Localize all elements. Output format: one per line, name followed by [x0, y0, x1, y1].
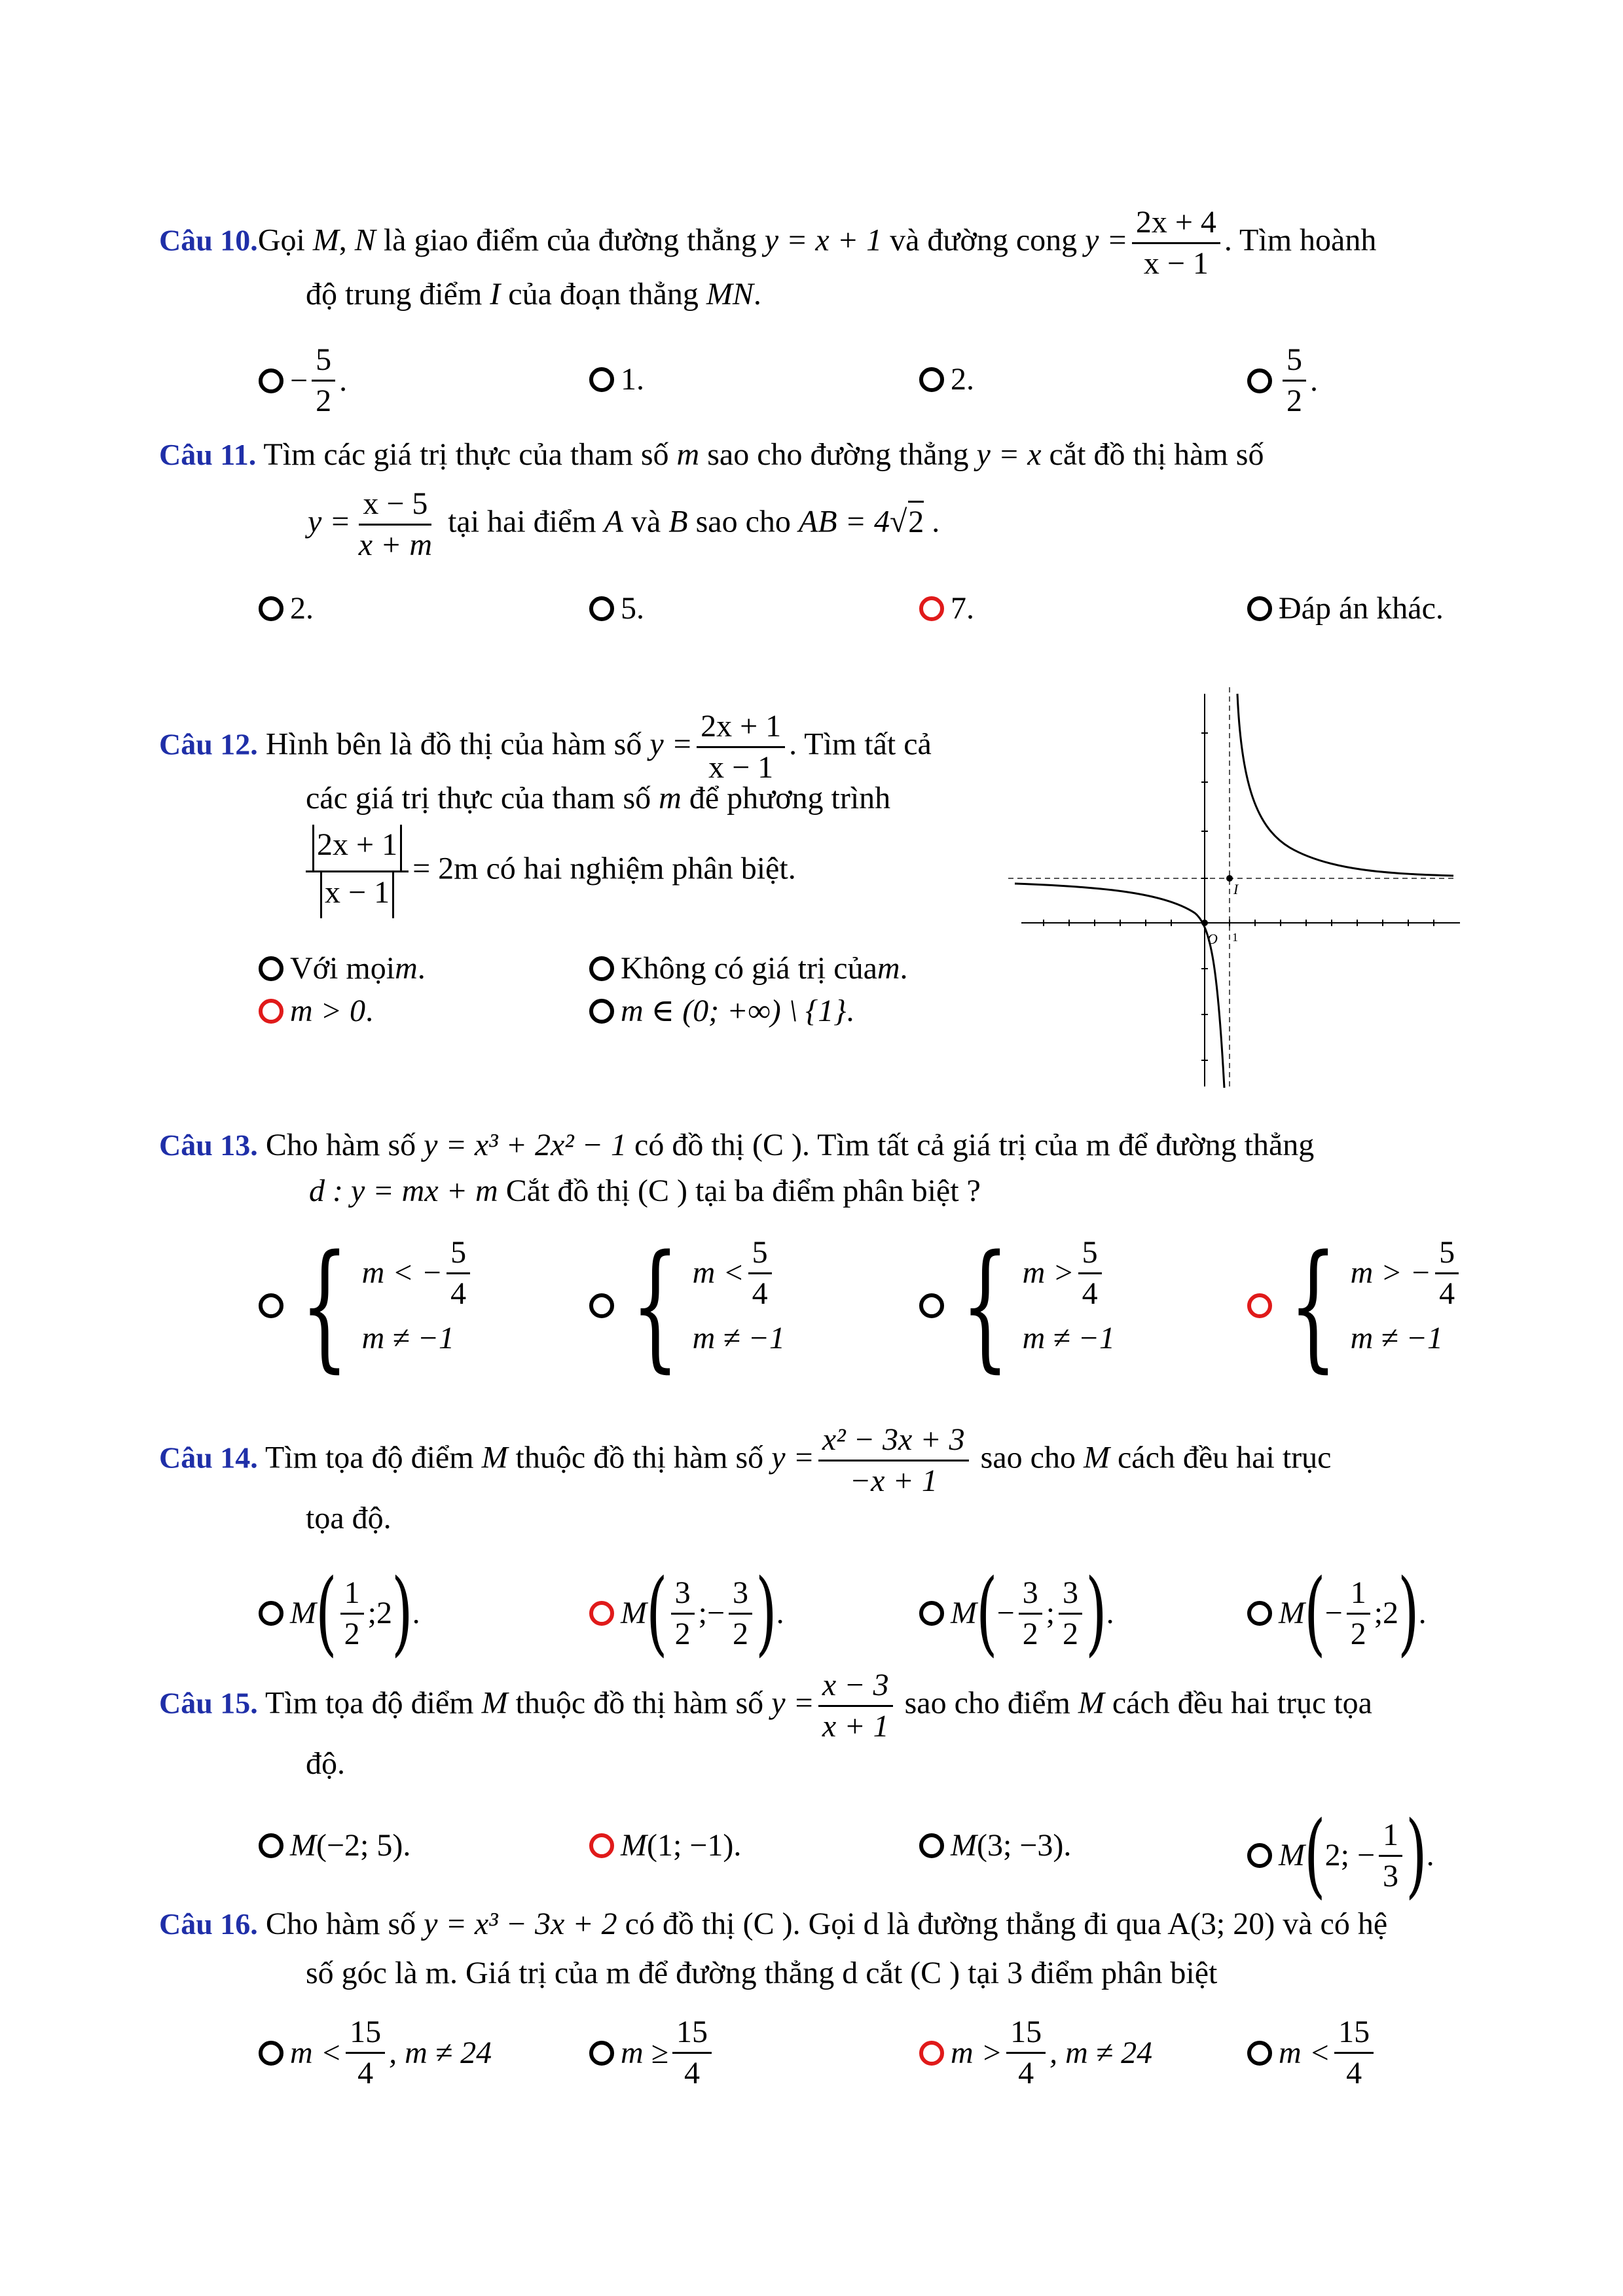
- right-paren-icon: ): [391, 1560, 413, 1666]
- q13-stem: Câu 13. Cho hàm số y = x³ + 2x² − 1 có đồ thị (C ). Tìm tất cả giá trị của m để đường thẳng: [159, 1128, 1315, 1162]
- q12-option-d[interactable]: m ∈ (0; +∞) \ {1} .: [589, 992, 854, 1031]
- radio-circle-icon[interactable]: [259, 956, 283, 981]
- q12-fraction: $\frac{2x + 1}{x - 1}$: [697, 707, 785, 787]
- point-i-label: I: [1233, 881, 1239, 897]
- q13-option-b[interactable]: { m < $\frac{5}{4}$ m ≠ −1: [589, 1237, 785, 1374]
- radio-circle-icon[interactable]: [259, 1601, 283, 1626]
- origin-label: O: [1207, 931, 1218, 947]
- radio-circle-icon[interactable]: [589, 367, 614, 392]
- axis-ticks: [1044, 733, 1434, 1060]
- q12-function-graph: [1008, 687, 1460, 1093]
- q16-stem-line2: số góc là m. Giá trị của m để đường thẳng d cắt (C ) tại 3 điểm phân biệt: [306, 1956, 1218, 1990]
- radio-circle-icon[interactable]: [259, 2041, 283, 2066]
- brace-icon: {: [961, 1225, 1010, 1386]
- radio-circle-icon[interactable]: [1247, 596, 1272, 621]
- q16-option-d[interactable]: m < $\frac{15}{4}$: [1247, 2013, 1377, 2093]
- q10-stem-line2: độ trung điểm I của đoạn thẳng MN.: [306, 277, 761, 312]
- q10-option-b[interactable]: 1.: [589, 360, 644, 399]
- tick-label: 1: [1232, 931, 1238, 944]
- q16-stem: Câu 16. Cho hàm số y = x³ − 3x + 2 có đồ thị (C ). Gọi d là đường thẳng đi qua A(3; 20) và có hệ: [159, 1907, 1388, 1941]
- q11-fraction: $\frac{x - 5}{x + m}$: [355, 484, 436, 565]
- q10-option-d[interactable]: $\frac{5}{2}$ .: [1247, 340, 1318, 421]
- radio-circle-icon[interactable]: [589, 956, 614, 981]
- radio-circle-icon[interactable]: [1247, 1843, 1272, 1868]
- q15-option-b[interactable]: M (1; −1) .: [589, 1826, 741, 1865]
- radio-circle-icon[interactable]: [589, 999, 614, 1024]
- q14-option-d[interactable]: M ( − $\frac{1}{2}$ ;2 ) .: [1247, 1568, 1427, 1659]
- radio-circle-icon[interactable]: [259, 999, 283, 1024]
- abs-bar: [400, 825, 402, 870]
- q15-stem: Câu 15. Tìm tọa độ điểm M thuộc đồ thị hàm số y = $\frac{x - 3}{x + 1}$ sao cho điểm M cách đều hai trục tọa: [159, 1666, 1372, 1746]
- radio-circle-icon[interactable]: [589, 1293, 614, 1318]
- q12-stem-line2: các giá trị thực của tham số m để phương trình: [306, 781, 891, 816]
- q14-stem-line2: tọa độ.: [306, 1501, 392, 1535]
- brace-icon: {: [301, 1225, 349, 1386]
- brace-icon: {: [631, 1225, 680, 1386]
- q16-option-a[interactable]: m < $\frac{15}{4}$ , m ≠ 24: [259, 2013, 492, 2093]
- q14-fraction: $\frac{\text{x² − 3x + 3}}{-x + 1}$: [818, 1420, 969, 1501]
- q14-stem: Câu 14. Tìm tọa độ điểm M thuộc đồ thị hàm số y = $\frac{\text{x² − 3x + 3}}{-x + 1}$ sao cho M cách đều hai trục: [159, 1420, 1331, 1501]
- abs-bar: [392, 872, 394, 918]
- q15-option-c[interactable]: M (3; −3) .: [919, 1826, 1071, 1865]
- abs-bar: [320, 872, 322, 918]
- q10-stem: Câu 10.Gọi M, N là giao điểm của đường thẳng y = x + 1 và đường cong y = $\frac{2x + 4}{x - 1}$ . Tìm hoành: [159, 203, 1376, 283]
- q12-label: Câu 12.: [159, 727, 258, 761]
- radio-circle-icon[interactable]: [919, 596, 944, 621]
- radio-circle-icon[interactable]: [919, 1293, 944, 1318]
- radio-circle-icon[interactable]: [1247, 2041, 1272, 2066]
- left-paren-icon: (: [976, 1560, 998, 1666]
- q11-option-a[interactable]: 2.: [259, 589, 314, 628]
- q15-label: Câu 15.: [159, 1686, 258, 1720]
- q14-label: Câu 14.: [159, 1441, 258, 1475]
- abs-bar: [312, 825, 314, 870]
- q15-option-d[interactable]: M ( 2; − $\frac{1}{3}$ ) .: [1247, 1810, 1434, 1901]
- left-paren-icon: (: [1304, 1560, 1326, 1666]
- q10-label: Câu 10.: [159, 223, 258, 257]
- radio-circle-icon[interactable]: [259, 368, 283, 393]
- q10-fraction: $\frac{2x + 4}{x - 1}$: [1132, 203, 1220, 283]
- left-paren-icon: (: [315, 1560, 337, 1666]
- left-paren-icon: (: [646, 1560, 668, 1666]
- q13-label: Câu 13.: [159, 1128, 258, 1162]
- radio-circle-icon[interactable]: [919, 1833, 944, 1858]
- right-paren-icon: ): [1397, 1560, 1419, 1666]
- sqrt-icon: √: [889, 504, 907, 539]
- radio-circle-icon[interactable]: [919, 367, 944, 392]
- q11-option-d[interactable]: Đáp án khác.: [1247, 589, 1444, 628]
- q11-stem: Câu 11. Tìm các giá trị thực của tham số m sao cho đường thẳng y = x cắt đồ thị hàm số: [159, 437, 1264, 472]
- q10-option-c[interactable]: 2.: [919, 360, 974, 399]
- radio-circle-icon[interactable]: [259, 596, 283, 621]
- q11-option-b[interactable]: 5.: [589, 589, 644, 628]
- right-paren-icon: ): [1085, 1560, 1107, 1666]
- q13-stem-line2: d : y = mx + m Cắt đồ thị (C ) tại ba điểm phân biệt ?: [309, 1174, 981, 1208]
- q13-option-d[interactable]: { m > − $\frac{5}{4}$ m ≠ −1: [1247, 1237, 1463, 1374]
- radio-circle-icon[interactable]: [919, 2041, 944, 2066]
- radio-circle-icon[interactable]: [259, 1293, 283, 1318]
- q11-option-c[interactable]: 7.: [919, 589, 974, 628]
- radio-circle-icon[interactable]: [589, 1601, 614, 1626]
- origin-point: [1201, 920, 1208, 926]
- q16-option-c[interactable]: m > $\frac{15}{4}$ , m ≠ 24: [919, 2013, 1152, 2093]
- q13-option-a[interactable]: { m < − $\frac{5}{4}$ m ≠ −1: [259, 1237, 474, 1374]
- graph-branch-right: [1237, 694, 1453, 876]
- q16-label: Câu 16.: [159, 1907, 258, 1941]
- q14-option-b[interactable]: M ( $\frac{3}{2}$ ;− $\frac{3}{2}$ ) .: [589, 1568, 784, 1659]
- q11-label: Câu 11.: [159, 438, 257, 471]
- radio-circle-icon[interactable]: [919, 1601, 944, 1626]
- q15-fraction: $\frac{x - 3}{x + 1}$: [818, 1666, 893, 1746]
- radio-circle-icon[interactable]: [589, 1833, 614, 1858]
- radio-circle-icon[interactable]: [589, 2041, 614, 2066]
- point-i: [1226, 875, 1233, 882]
- q12-stem: Câu 12. Hình bên là đồ thị của hàm số y = $\frac{2x + 1}{x - 1}$ . Tìm tất cả: [159, 707, 932, 787]
- graph-branch-left: [1015, 884, 1224, 1088]
- q12-option-c[interactable]: m > 0 .: [259, 992, 373, 1031]
- q16-option-b[interactable]: m ≥ $\frac{15}{4}$: [589, 2013, 716, 2093]
- q13-option-c[interactable]: { m > $\frac{5}{4}$ m ≠ −1: [919, 1237, 1115, 1374]
- q14-option-c[interactable]: M ( − $\frac{3}{2}$ ; $\frac{3}{2}$ ) .: [919, 1568, 1114, 1659]
- q12-option-b[interactable]: Không có giá trị của m .: [589, 949, 908, 988]
- q14-option-a[interactable]: M ( $\frac{1}{2}$ ;2 ) .: [259, 1568, 420, 1659]
- q15-option-a[interactable]: M (−2; 5) .: [259, 1826, 410, 1865]
- right-paren-icon: ): [1405, 1802, 1427, 1909]
- q12-abs-fraction: $\frac{2x + 1}{x - 1}$: [306, 825, 409, 918]
- radio-circle-icon[interactable]: [1247, 368, 1272, 393]
- radio-circle-icon[interactable]: [1247, 1293, 1272, 1318]
- q10-option-a[interactable]: − $\frac{5}{2}$ .: [259, 340, 347, 421]
- brace-icon: {: [1289, 1225, 1338, 1386]
- radio-circle-icon[interactable]: [1247, 1601, 1272, 1626]
- q12-stem-line3: $\frac{2x + 1}{x - 1}$ = 2m có hai nghiệm phân biệt.: [306, 825, 796, 918]
- q12-option-a[interactable]: Với mọi m .: [259, 949, 426, 988]
- right-paren-icon: ): [755, 1560, 777, 1666]
- q11-stem-line2: y = $\frac{x - 5}{x + m}$ tại hai điểm A và B sao cho AB = 4√2 .: [308, 484, 939, 565]
- radio-circle-icon[interactable]: [259, 1833, 283, 1858]
- radio-circle-icon[interactable]: [589, 596, 614, 621]
- q15-stem-line2: độ.: [306, 1746, 345, 1781]
- left-paren-icon: (: [1304, 1802, 1326, 1909]
